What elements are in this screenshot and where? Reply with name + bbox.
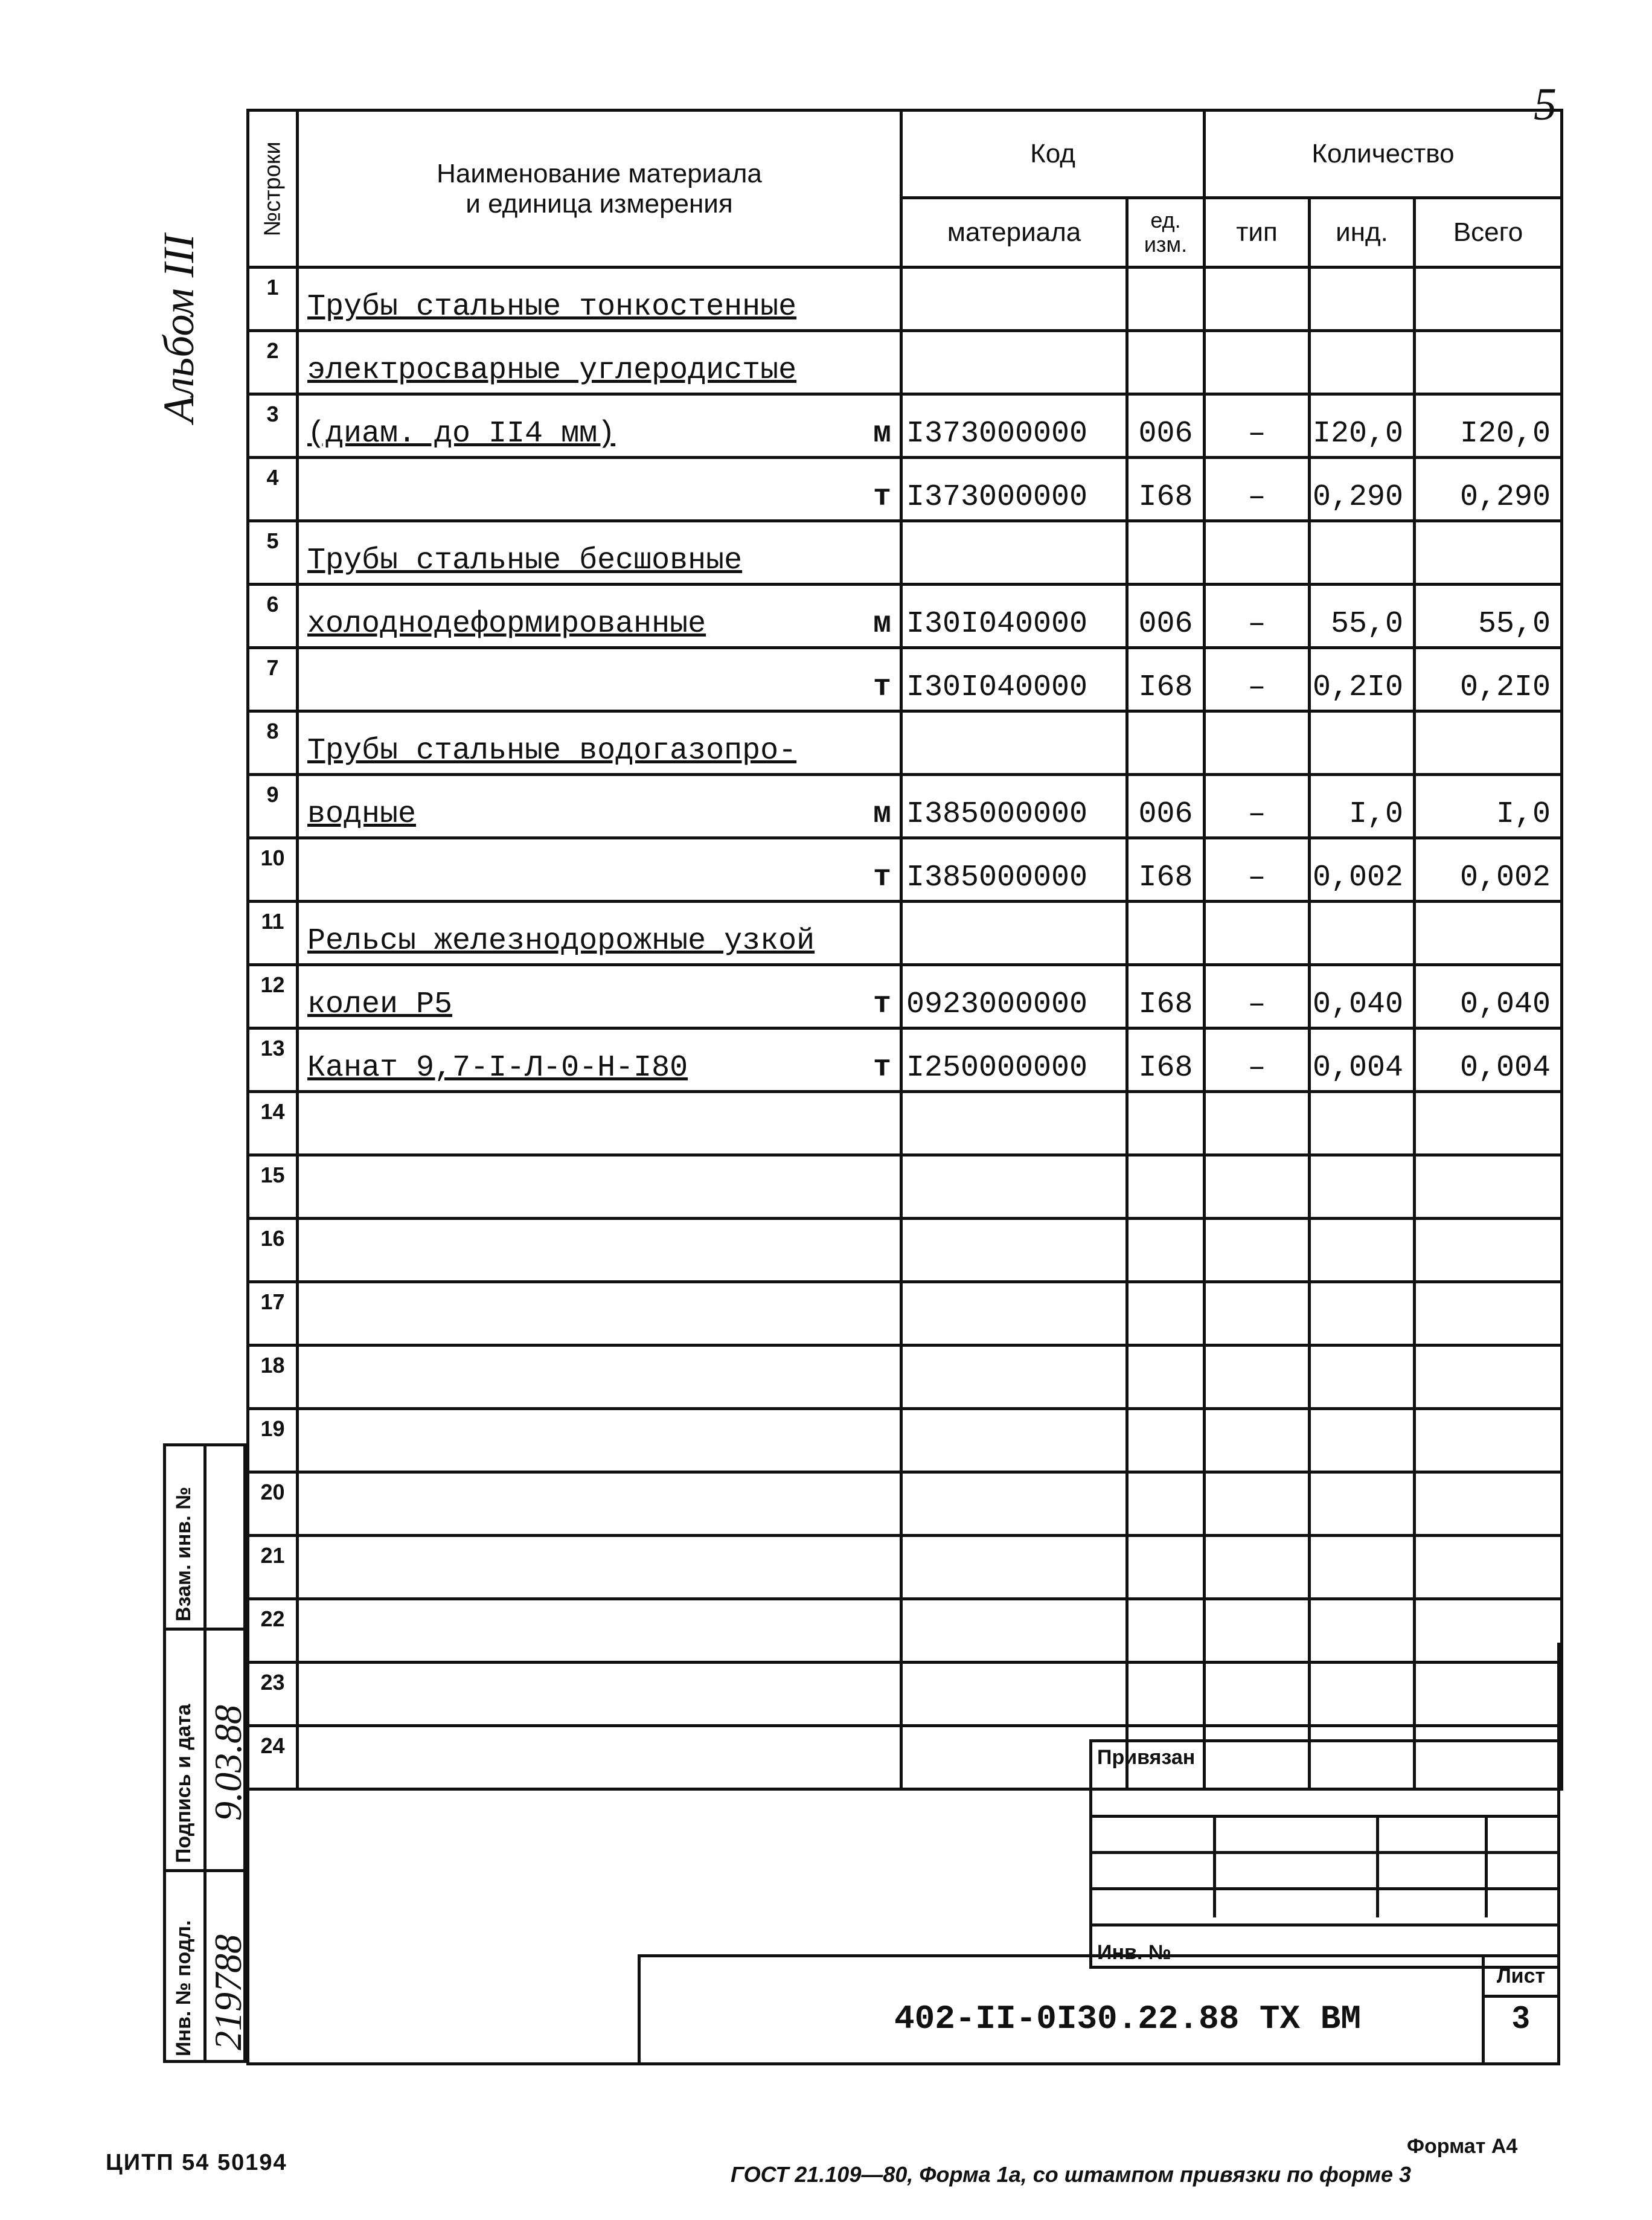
total-qty (1415, 902, 1562, 965)
material-code: I385000000 (901, 838, 1127, 902)
type-qty (1205, 268, 1310, 331)
material-unit: м (872, 607, 891, 641)
unit-code (1127, 268, 1205, 331)
ind-qty (1310, 1409, 1415, 1472)
material-name-text: водные (307, 797, 417, 832)
type-qty (1205, 1092, 1310, 1155)
material-code: I30I040000 (901, 585, 1127, 648)
row-number: 6 (248, 585, 298, 648)
row-number: 2 (248, 331, 298, 394)
total-qty (1415, 1092, 1562, 1155)
table-row (248, 1346, 1562, 1409)
row-number: 8 (248, 711, 298, 775)
material-name (298, 1282, 901, 1346)
total-qty (1415, 1346, 1562, 1409)
material-code (901, 1282, 1127, 1346)
row-number: 9 (248, 775, 298, 838)
header-material: материала (901, 198, 1127, 268)
type-qty: – (1205, 394, 1310, 458)
footer-gost: ГОСТ 21.109—80, Форма 1а, со штампом привязки по форме 3 (731, 2162, 1412, 2187)
header-row-no: №строки (248, 111, 298, 268)
header-name (298, 111, 901, 268)
type-qty: – (1205, 965, 1310, 1028)
table-row (248, 1472, 1562, 1536)
row-number: 3 (248, 394, 298, 458)
unit-code (1127, 1092, 1205, 1155)
material-name (298, 1346, 901, 1409)
total-qty (1415, 711, 1562, 775)
sign-date-label: Подпись и дата (172, 1704, 195, 1863)
row-number: 4 (248, 458, 298, 521)
total-qty (1415, 1219, 1562, 1282)
unit-code (1127, 521, 1205, 585)
header-name-line1: Наименование материала (437, 158, 762, 188)
unit-code: I68 (1127, 648, 1205, 711)
material-code (901, 1409, 1127, 1472)
total-qty (1415, 1409, 1562, 1472)
inv-no-orig-label: Инв. № подл. (172, 1920, 195, 2056)
row-number: 14 (248, 1092, 298, 1155)
unit-code (1127, 1346, 1205, 1409)
material-name (298, 331, 901, 394)
material-name-text: Трубы стальные бесшовные (307, 544, 743, 578)
row-number: 7 (248, 648, 298, 711)
material-name (298, 521, 901, 585)
type-qty (1205, 1536, 1310, 1599)
material-name (298, 394, 901, 458)
header-name-line2: и единица измерения (466, 188, 733, 219)
type-qty: – (1205, 585, 1310, 648)
material-code (901, 1219, 1127, 1282)
ind-qty (1310, 331, 1415, 394)
ind-qty (1310, 268, 1415, 331)
ind-qty: 55,0 (1310, 585, 1415, 648)
unit-code (1127, 331, 1205, 394)
total-qty (1415, 1472, 1562, 1536)
material-unit: т (872, 987, 891, 1022)
material-name-text: Трубы стальные водогазопро- (307, 734, 797, 768)
total-qty (1415, 521, 1562, 585)
unit-code: 006 (1127, 394, 1205, 458)
material-name-text: Канат 9,7-I-Л-0-Н-I80 (307, 1051, 688, 1085)
table-row (248, 1536, 1562, 1599)
material-code (901, 1536, 1127, 1599)
material-code: I373000000 (901, 394, 1127, 458)
ind-qty (1310, 902, 1415, 965)
ind-qty: 0,004 (1310, 1028, 1415, 1092)
unit-code (1127, 1155, 1205, 1219)
table-row (248, 1409, 1562, 1472)
total-qty: I,0 (1415, 775, 1562, 838)
album-note: Альбом III (155, 234, 203, 423)
unit-code: I68 (1127, 838, 1205, 902)
material-name (298, 1028, 901, 1092)
material-name-text: (диам. до II4 мм) (307, 417, 616, 451)
unit-code (1127, 902, 1205, 965)
side-stamp (163, 1443, 249, 2063)
material-code: I385000000 (901, 775, 1127, 838)
material-name (298, 268, 901, 331)
document-code: 402-II-0I30.22.88 ТХ ВМ (894, 2000, 1361, 2038)
unit-code (1127, 1472, 1205, 1536)
material-name (298, 1409, 901, 1472)
table-row (248, 585, 1562, 648)
table-row (248, 775, 1562, 838)
material-code (901, 1472, 1127, 1536)
material-name (298, 711, 901, 775)
ind-qty: 0,040 (1310, 965, 1415, 1028)
material-name-text: электросварные углеродистые (307, 353, 797, 388)
table-row (248, 648, 1562, 711)
type-qty (1205, 1472, 1310, 1536)
unit-code (1127, 1536, 1205, 1599)
type-qty (1205, 521, 1310, 585)
type-qty (1205, 711, 1310, 775)
row-number: 18 (248, 1346, 298, 1409)
row-number: 15 (248, 1155, 298, 1219)
type-qty: – (1205, 458, 1310, 521)
header-type: тип (1205, 198, 1310, 268)
type-qty: – (1205, 838, 1310, 902)
total-qty (1415, 1536, 1562, 1599)
row-number: 11 (248, 902, 298, 965)
material-code (901, 521, 1127, 585)
material-unit: м (872, 797, 891, 832)
row-number: 19 (248, 1409, 298, 1472)
total-qty: 0,040 (1415, 965, 1562, 1028)
ind-qty: 0,2I0 (1310, 648, 1415, 711)
total-qty (1415, 1282, 1562, 1346)
type-qty: – (1205, 648, 1310, 711)
ind-qty: I,0 (1310, 775, 1415, 838)
unit-code (1127, 1282, 1205, 1346)
ind-qty: 0,290 (1310, 458, 1415, 521)
material-name-text: колеи Р5 (307, 987, 453, 1022)
material-unit: м (872, 417, 891, 451)
material-name (298, 965, 901, 1028)
table-row (248, 458, 1562, 521)
type-qty (1205, 1219, 1310, 1282)
ind-qty (1310, 521, 1415, 585)
material-unit: т (872, 480, 891, 515)
table-row (248, 711, 1562, 775)
ind-qty (1310, 1346, 1415, 1409)
material-code (901, 1346, 1127, 1409)
type-qty (1205, 1409, 1310, 1472)
ind-qty (1310, 1092, 1415, 1155)
type-qty (1205, 1282, 1310, 1346)
material-name (298, 458, 901, 521)
header-code: Код (901, 111, 1205, 198)
ind-qty: I20,0 (1310, 394, 1415, 458)
inv-no-orig-value: 219788 (206, 1934, 249, 2050)
material-name (298, 1536, 901, 1599)
table-row (248, 1092, 1562, 1155)
ind-qty (1310, 1536, 1415, 1599)
material-code (901, 711, 1127, 775)
row-number: 13 (248, 1028, 298, 1092)
inv-no-label: Инв. № (1097, 1941, 1171, 1964)
row-number: 16 (248, 1219, 298, 1282)
material-code (901, 1092, 1127, 1155)
type-qty (1205, 1155, 1310, 1219)
attached-label: Привязан (1097, 1746, 1196, 1769)
type-qty (1205, 902, 1310, 965)
material-code: 0923000000 (901, 965, 1127, 1028)
material-code: I30I040000 (901, 648, 1127, 711)
unit-code: I68 (1127, 1028, 1205, 1092)
sheet-number: 3 (1512, 2000, 1530, 2035)
unit-code: 006 (1127, 585, 1205, 648)
row-number: 24 (248, 1726, 298, 1789)
footer-format: Формат А4 (1407, 2135, 1518, 2158)
unit-code: I68 (1127, 458, 1205, 521)
total-qty (1415, 1155, 1562, 1219)
total-qty: I20,0 (1415, 394, 1562, 458)
row-number: 21 (248, 1536, 298, 1599)
table-row (248, 521, 1562, 585)
type-qty: – (1205, 775, 1310, 838)
unit-code (1127, 1219, 1205, 1282)
header-quantity: Количество (1205, 111, 1562, 198)
ind-qty (1310, 711, 1415, 775)
material-code (901, 1155, 1127, 1219)
material-code (901, 268, 1127, 331)
header-ind: инд. (1310, 198, 1415, 268)
unit-code (1127, 1409, 1205, 1472)
header-total: Всего (1415, 198, 1562, 268)
material-code: I250000000 (901, 1028, 1127, 1092)
type-qty (1205, 1346, 1310, 1409)
sign-date-value: 9.03.88 (206, 1705, 249, 1821)
type-qty (1205, 331, 1310, 394)
material-name (298, 1472, 901, 1536)
material-name (298, 902, 901, 965)
table-row (248, 268, 1562, 331)
row-number: 10 (248, 838, 298, 902)
table-row (248, 902, 1562, 965)
ind-qty (1310, 1472, 1415, 1536)
type-qty: – (1205, 1028, 1310, 1092)
table-row (248, 1155, 1562, 1219)
total-qty: 55,0 (1415, 585, 1562, 648)
row-number: 20 (248, 1472, 298, 1536)
unit-code: 006 (1127, 775, 1205, 838)
total-qty: 0,2I0 (1415, 648, 1562, 711)
total-qty: 0,002 (1415, 838, 1562, 902)
material-name-text: холоднодеформированные (307, 607, 706, 641)
material-name-text: Трубы стальные тонкостенные (307, 290, 797, 324)
material-name (298, 1092, 901, 1155)
ind-qty (1310, 1282, 1415, 1346)
attachment-stamp (1089, 1739, 1560, 1969)
material-code: I373000000 (901, 458, 1127, 521)
row-number: 5 (248, 521, 298, 585)
material-name (298, 1219, 901, 1282)
ind-qty (1310, 1155, 1415, 1219)
material-name (298, 838, 901, 902)
material-name-text: Рельсы железнодорожные узкой (307, 924, 815, 958)
material-unit: т (872, 1051, 891, 1085)
repl-inv-label: Взам. инв. № (172, 1486, 195, 1622)
row-number: 23 (248, 1663, 298, 1726)
table-row (248, 331, 1562, 394)
table-row (248, 1282, 1562, 1346)
table-row (248, 965, 1562, 1028)
total-qty (1415, 268, 1562, 331)
ind-qty: 0,002 (1310, 838, 1415, 902)
material-name (298, 1155, 901, 1219)
table-row (248, 838, 1562, 902)
ind-qty (1310, 1219, 1415, 1282)
material-unit: т (872, 670, 891, 705)
table-row (248, 1219, 1562, 1282)
material-code (901, 331, 1127, 394)
row-number: 22 (248, 1599, 298, 1663)
unit-code (1127, 711, 1205, 775)
total-qty (1415, 331, 1562, 394)
table-row (248, 1028, 1562, 1092)
title-block (638, 1954, 1560, 2065)
total-qty: 0,290 (1415, 458, 1562, 521)
materials-table (246, 109, 1563, 1791)
page-number: 5 (1534, 79, 1557, 130)
material-code (901, 902, 1127, 965)
material-name (298, 585, 901, 648)
footer-code: ЦИТП 54 50194 (106, 2150, 287, 2175)
sheet-label: Лист (1485, 1957, 1557, 1998)
material-name (298, 648, 901, 711)
material-unit: т (872, 861, 891, 895)
material-name (298, 775, 901, 838)
table-row (248, 394, 1562, 458)
row-number: 17 (248, 1282, 298, 1346)
row-number: 12 (248, 965, 298, 1028)
row-number: 1 (248, 268, 298, 331)
header-unit: ед. изм. (1127, 198, 1205, 268)
unit-code: I68 (1127, 965, 1205, 1028)
total-qty: 0,004 (1415, 1028, 1562, 1092)
